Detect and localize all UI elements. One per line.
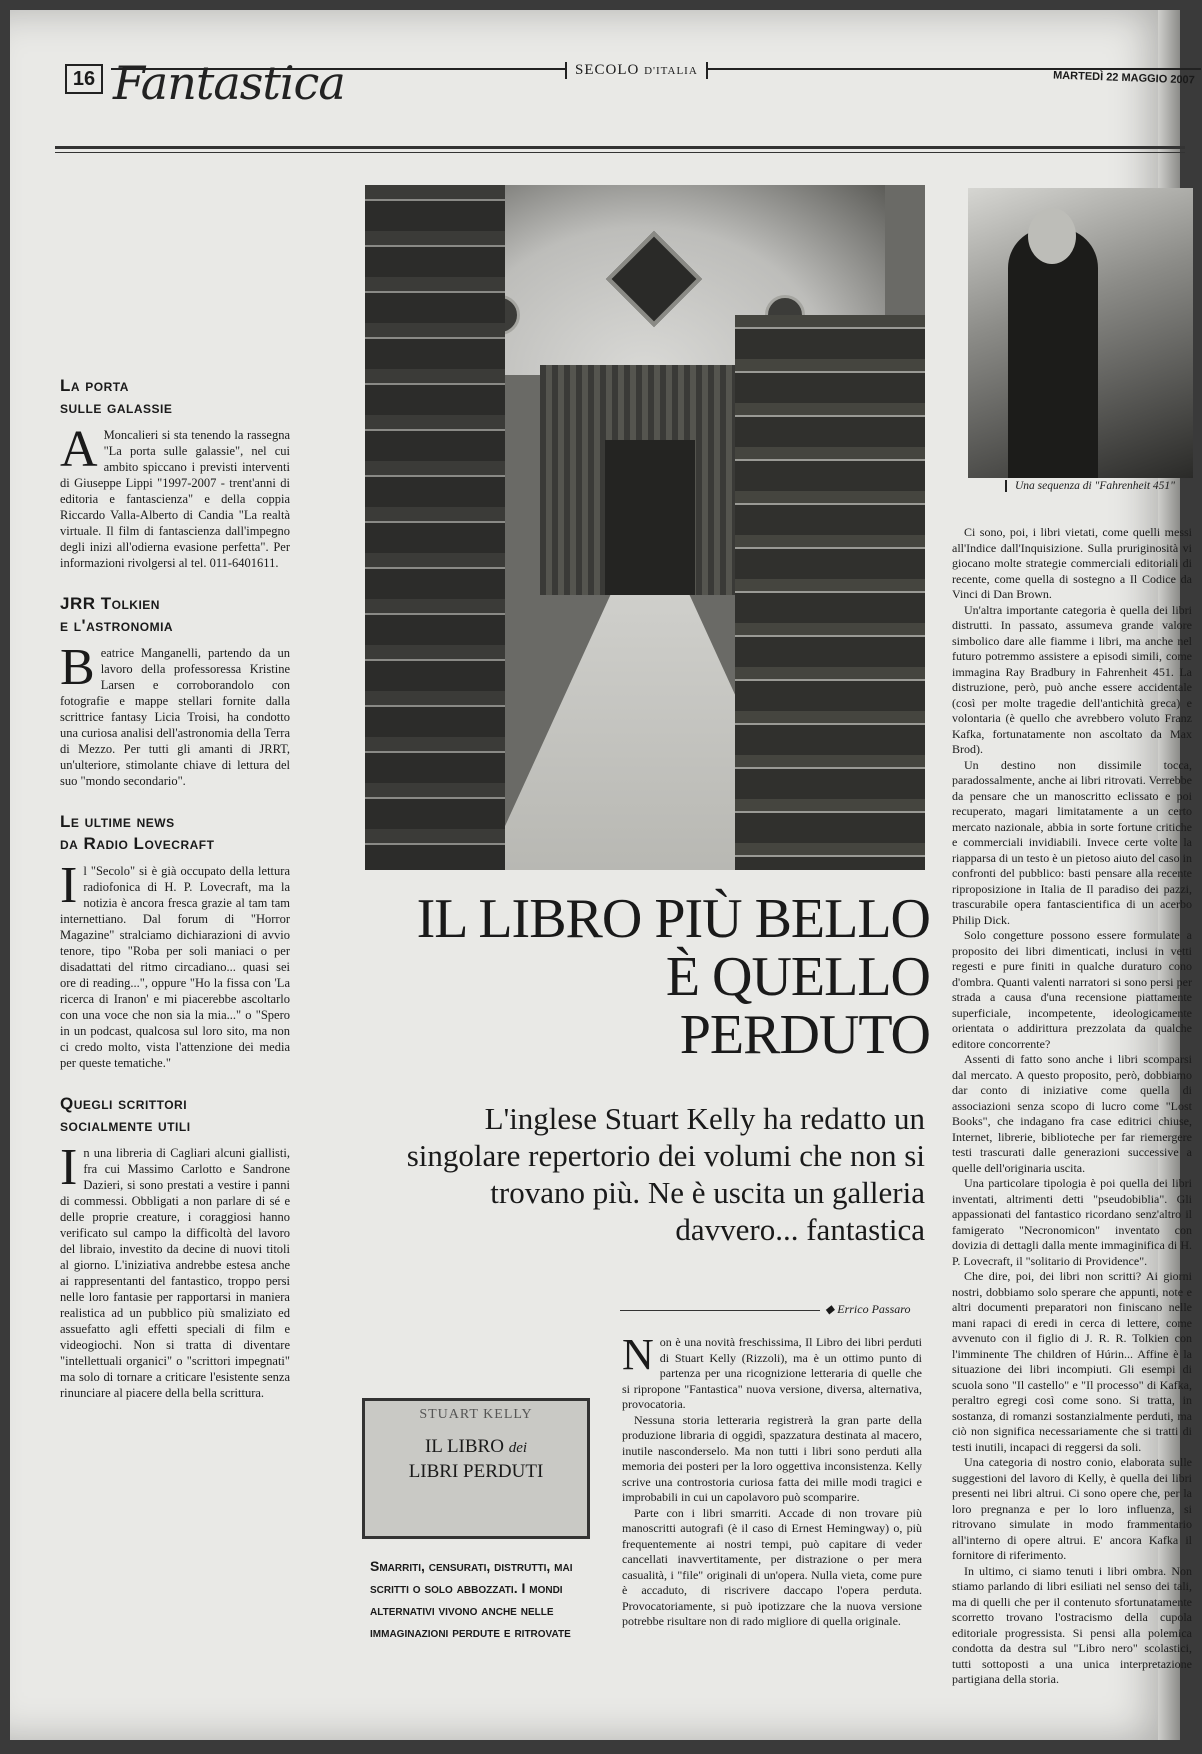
bookshelf-left: [365, 185, 505, 870]
brief-text: l "Secolo" si è già occupato della lettura radiofonica di H. P. Lovecraft, ma la notizia è ancora fresca grazie al tam tam internettiano. Dal forum di "Horror Magazine" stralciamo dichiarazioni di avvio tenore, tipo "Roba per soli maniaci o per disadattati del ritmo circadiano... quasi sei ore di reading...", oppure "Ho la fissa con 'La ricerca di Iranon' e mi piacerebbe ascoltarlo con una voce che non sia la mia..." o "Spero in un podcast, qualcosa sul loro sito, ma non ci credo molto, vista l'attenzione dei media per queste tematiche.": [60, 864, 290, 1070]
book-caption: Smarriti, censurati, distrutti, mai scritti o solo abbozzati. I mondi alternativi vivono anche nelle immaginazioni perdute e ritrovate: [370, 1558, 573, 1640]
page-number: 16: [65, 64, 103, 94]
newspaper-name: [565, 62, 708, 79]
article-paragraph: In ultimo, ci siamo tenuti i libri ombra. Non stiamo parlando di libri esiliati nel senso dei tali, ma di quelli che per il contenuto sfortunatamente scorretto trovano l'ostracismo della cupola editoriale progressista. Si pensi alla polemica condotta da destra sul "Libro nero" scolastici, tutti sottoposti a una unica interpretazione partigiana della storia.: [952, 1563, 1192, 1686]
byline-rule: [620, 1310, 820, 1311]
book-cover: [362, 1398, 590, 1539]
article-paragraph: Assenti di fatto sono anche i libri scomparsi dal mercato. A questo proposito, però, dobbiamo dar conto di iniziative come quella di associazioni senza scopo di lucro come "Lost Books", che indagano fra case editrici chiuse, Internet, librerie, biblioteche per far riemergere testi trascurati dalle generazioni successive a quelle dell'originaria uscita.: [952, 1052, 1192, 1175]
article-paragraph: Una particolare tipologia è poi quella dei libri inventati, altrimenti detti "pseudobiblia". Gli appassionati del fantastico ricordano senz'altro il famigerato "Necronomicon" inventato con dovizia di dettagli dalla mente immaginifica di H. P. Lovecraft, il "solitario di Providence".: [952, 1176, 1192, 1268]
brief-body: [60, 857, 290, 1071]
fahrenheit-still-photo: [968, 188, 1193, 478]
brief-title: [60, 593, 290, 637]
brief: [60, 811, 290, 1071]
drop-cap: B: [60, 639, 95, 696]
masthead-rule-thin: [55, 152, 1185, 153]
newspaper-name-suffix: D'ITALIA: [644, 65, 698, 77]
doorway: [605, 440, 695, 595]
brief-title-line: e l'astronomia: [60, 616, 174, 635]
drop-cap: I: [60, 1139, 78, 1196]
newspaper-name-main: SECOLO: [575, 62, 640, 78]
brief-title: [60, 375, 290, 419]
book-author: STUART KELLY: [419, 1407, 533, 1422]
brief-title: [60, 1093, 290, 1137]
headline: IL LIBRO PIÙ BELLO È QUELLO PERDUTO: [416, 888, 930, 1066]
drop-cap: I: [60, 857, 78, 914]
issue-date: MARTEDÌ 22 MAGGIO 2007: [1053, 69, 1196, 87]
article-paragraph: Nessuna storia letteraria registrerà la gran parte della produzione libraria di oggidì, spazzatura destinata al macero, inutile nasconderselo. Ma non tutti i libri sono perduti alla memoria dei posteri per la loro oggettiva inconsistenza. Kelly scrive una controstoria curiosa fatta dei mille modi tragici e improbabili in cui un capolavoro può scomparire.: [622, 1412, 922, 1504]
newspaper-page: [10, 10, 1196, 1740]
figure-head: [1028, 208, 1076, 264]
deck: L'inglese Stuart Kelly ha redatto un singolare repertorio dei volumi che non si trovano più. Ne è uscita un galleria davvero... fantastica: [406, 1101, 925, 1247]
figure-silhouette: [1008, 228, 1098, 478]
brief-title-line: La porta: [60, 376, 129, 395]
brief-body: [60, 639, 290, 789]
book-title-line: LIBRI PERDUTI: [408, 1461, 544, 1482]
photo-caption: Una sequenza di "Fahrenheit 451": [1005, 480, 1202, 492]
byline-author: Errico Passaro: [837, 1302, 911, 1316]
section-title: Fantastica: [113, 56, 345, 110]
article-paragraph: Un destino non dissimile tocca, paradossalmente, anche ai libri ritrovati. Verrebbe da pensare che un manoscritto eclissato e poi recuperato, magari limitatamente a un certo mercato nazionale, abbia in sorte fortune critiche e commerciali invidiabili. Invece certe volte la riapparsa di un testo è un pietoso aiuto del caso in confronti del pubblico: basti pensare alla recente riproposizione in Italia de Il paradiso dei pazzi, trascurabile opera fantascientifica di un acerbo Philip Dick.: [952, 757, 1192, 927]
drop-cap: N: [622, 1330, 654, 1379]
masthead-rule: [55, 146, 1185, 149]
brief-title-line: JRR Tolkien: [60, 594, 160, 613]
article-paragraph: Parte con i libri smarriti. Accade di non trovare più manoscritti autografi (è il caso di Ernest Hemingway) o, più frequentemente ai nostri tempi, può capitare di veder cancellati inavvertitamente, per distrazione o per mera casualità, i "file" originali di un'opera. Nulla vieta, come pure è accaduto, di riscrivere daccapo l'opera perduta. Provocatoriamente, si può ipotizzare che la nuova versione potrebbe risultare non di rado migliore di quella originale.: [622, 1505, 922, 1628]
brief: [60, 593, 290, 789]
drop-cap: A: [60, 421, 98, 478]
masthead: [55, 50, 1202, 145]
article-paragraph: [622, 1330, 922, 1413]
article-paragraph: Che dire, poi, dei libri non scritti? Ai giorni nostri, dobbiamo solo sperare che appunti, note e altri documenti preparatori non finiscano nelle mani rapaci di eredi in cerca di lettere, come avvenuto con il figlio di J. R. R. Tolkien con l'imminente The children of Húrin... Affine è la situazione dei libri incompiuti. Gli esempi di scuola sono "Il castello" e "Il processo" di Kafka, peraltro egregi così come sono. Si tratta, in sostanza, di romanzi sostanzialmente perduti, ma ciò non significa necessariamente che si tratti di testi inutili, incapaci di reggersi da soli.: [952, 1269, 1192, 1454]
brief-body: [60, 421, 290, 571]
book-title: [365, 1435, 587, 1484]
brief: [60, 1093, 290, 1401]
article-paragraph: Solo congetture possono essere formulate a proposito dei libri dimenticati, inclusi in vetti regesti e pure finiti in qualche duraturo cono d'ombra. Quanti valenti narratori si sono persi per strada a causa d'una recensione piattamente superficiale, incompetente, ideologicamente orientata o addirittura prezzolata da qualche editore concorrente?: [952, 928, 1192, 1051]
brief-text: Moncalieri si sta tenendo la rassegna "La porta sulle galassie", nel cui ambito spiccano i previsti interventi di Giuseppe Lippi "1997-2007 - trent'anni di editoria e fantascienza" e della coppia Riccardo Valla-Alberto di Candia "La realtà virtuale. Il film di fantascienza dall'impegno degli inizi all'odierna evasione perfetta". Per informazioni rivolgersi al tel. 011-6401611.: [60, 428, 290, 570]
article-paragraph: Una categoria di nostro conio, elaborata sulle suggestioni del lavoro di Kelly, è quella dei libri presenti nei libri altrui. Ci sono opere che, per la loro pregnanza e per lo loro influenza, si ritrovano simulate in modo frammentario all'interno di opere altrui. E' ancora Kafka il fornitore di riferimento.: [952, 1455, 1192, 1562]
brief-title-line: socialmente utili: [60, 1116, 191, 1135]
brief-body: [60, 1139, 290, 1401]
brief-text: eatrice Manganelli, partendo da un lavoro della professoressa Kristine Larsen e corroborandolo con fotografie e mappe stellari fornite dalla scrittrice fantasy Licia Troisi, ha condotto una curiosa analisi dell'astronomia della Terra di Mezzo. Per tutti gli amanti di JRRT, un'ulteriore, stimolante chiave di lettura del suo "mondo secondario".: [60, 646, 290, 788]
library-photo: [365, 185, 925, 870]
brief-title-line: sulle galassie: [60, 398, 173, 417]
brief-text: n una libreria di Cagliari alcuni giallisti, fra cui Massimo Carlotto e Sandrone Dazieri, si sono prestati a vestire i panni di commessi. Obbligati a non parlare di sé e delle proprie creature, i coraggiosi hanno verificato sul campo la difficoltà del lavoro del libraio, investito da decine di nuovi titoli al giorno. L'iniziativa andrebbe estesa anche ai rappresentanti del fantastico, troppo persi nelle loro fantasie per rapportarsi in maniera realistica ad un pubblico più smaliziato ed assuefatto agli effetti speciali di film e videogiochi. Non si tratta di diventare "intellettuali organici" o "scrittori impegnati" ma solo di tornare a criticare l'esistente senza rinunciare al piacere della bella scrittura.: [60, 1146, 290, 1400]
article-paragraph: Un'altra importante categoria è quella dei libri distrutti. In passato, assumeva grande valore simbolico dare alle fiamme i libri, ma anche nel futuro potremmo assistere a episodi simili, come immagina Ray Bradbury in Fahrenheit 451. La distruzione, però, può anche essere accidentale (così per molte tragedie dell'antichità greca) e volontaria (è quello che avrebbero voluto Franz Kafka, fortunatamente non ascoltato da Max Brod).: [952, 602, 1192, 756]
article-body-column: [622, 1330, 922, 1630]
briefs-column: [60, 375, 290, 1423]
brief-title-line: Quegli scrittori: [60, 1094, 188, 1113]
bookshelf-right: [735, 315, 925, 870]
byline: ◆ Errico Passaro: [825, 1302, 911, 1316]
book-title-dei: dei: [508, 1440, 528, 1456]
brief-title-line: da Radio Lovecraft: [60, 834, 215, 853]
article-body-column: [952, 525, 1192, 1725]
article-text: on è una novità freschissima, Il Libro dei libri perduti di Stuart Kelly (Rizzoli), ma è un ottimo punto di partenza per una ricognizione letteraria di quelle che si ripropone "Fantastica" nuova versione, diversa, alternativa, provocatoria.: [622, 1335, 922, 1411]
brief-title-line: Le ultime news: [60, 812, 175, 831]
brief-title: [60, 811, 290, 855]
book-title-line: IL LIBRO: [424, 1436, 504, 1457]
article-paragraph: Ci sono, poi, i libri vietati, come quelli messi all'Indice dall'Inquisizione. Sulla pruriginosità vi giocano molte strategie commerciali editoriali di recente, come quella di sostegno a Il Codice da Vinci di Dan Brown.: [952, 525, 1192, 601]
brief: [60, 375, 290, 571]
